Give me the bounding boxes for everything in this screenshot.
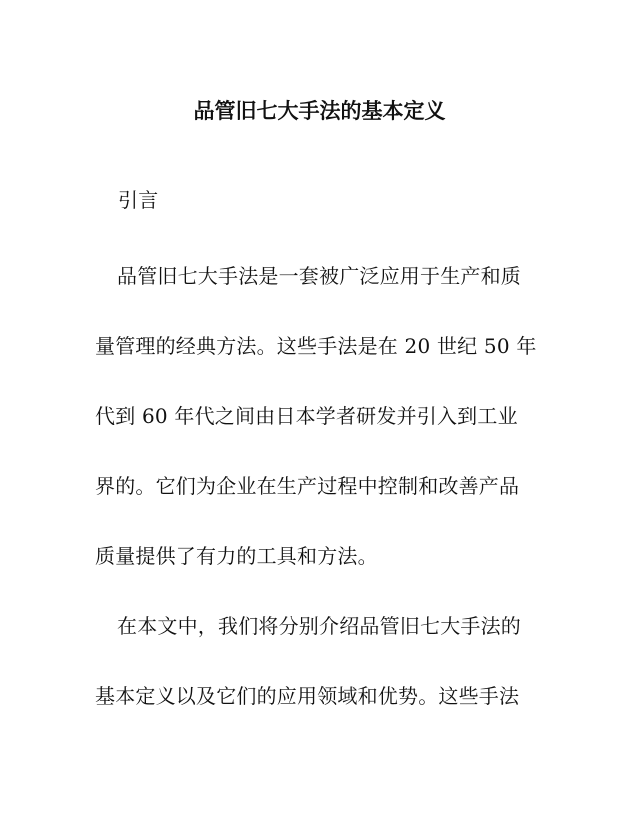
paragraph-line: 质量提供了有力的工具和方法。	[95, 544, 378, 568]
paragraph-line: 基本定义以及它们的应用领域和优势。这些手法	[95, 684, 520, 708]
document-title: 品管旧七大手法的基本定义	[193, 98, 446, 123]
paragraph-line: 代到 60 年代之间由日本学者研发并引入到工业	[95, 404, 518, 428]
paragraph-line: 品管旧七大手法是一套被广泛应用于生产和质	[117, 264, 521, 288]
section-heading: 引言	[118, 188, 159, 212]
paragraph-line: 在本文中，我们将分别介绍品管旧七大手法的	[117, 614, 521, 638]
paragraph-line: 量管理的经典方法。这些手法是在 20 世纪 50 年	[95, 334, 537, 358]
paragraph-line: 界的。它们为企业在生产过程中控制和改善产品	[95, 474, 520, 498]
